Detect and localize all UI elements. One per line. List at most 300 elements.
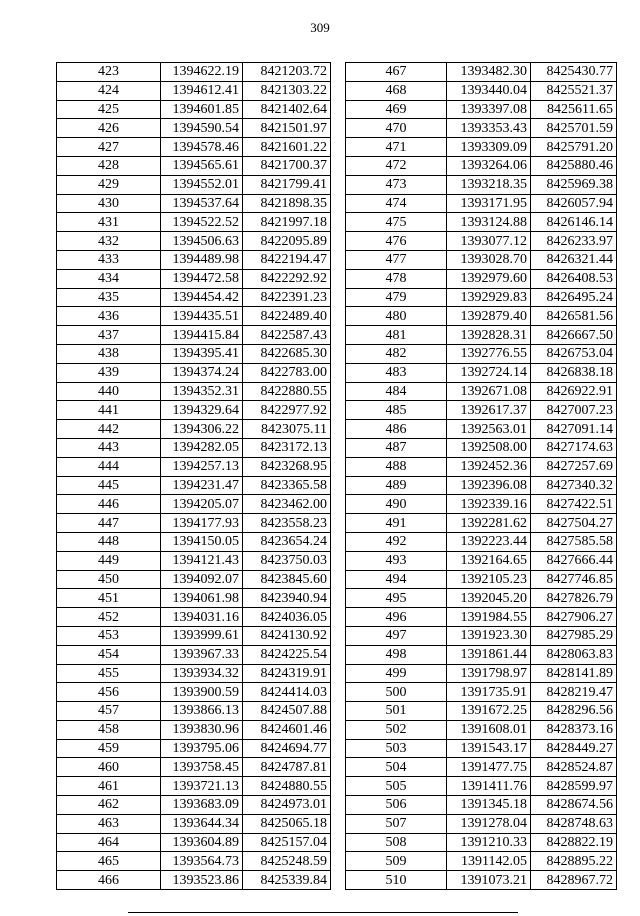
x-coordinate-cell: 1394257.13 xyxy=(161,457,243,476)
x-coordinate-cell: 1393218.35 xyxy=(447,175,531,194)
table-row xyxy=(57,288,331,307)
table-row xyxy=(346,720,617,739)
point-number-cell: 468 xyxy=(346,81,447,100)
y-coordinate-cell: 8427091.14 xyxy=(531,420,617,439)
table-row xyxy=(346,702,617,721)
y-coordinate-cell: 8428373.16 xyxy=(531,720,617,739)
point-number-cell: 508 xyxy=(346,833,447,852)
table-row xyxy=(57,476,331,495)
x-coordinate-cell: 1391798.97 xyxy=(447,664,531,683)
point-number-cell: 464 xyxy=(57,833,161,852)
x-coordinate-cell: 1391477.75 xyxy=(447,758,531,777)
x-coordinate-cell: 1391411.76 xyxy=(447,777,531,796)
point-number-cell: 448 xyxy=(57,532,161,551)
x-coordinate-cell: 1391073.21 xyxy=(447,871,531,890)
x-coordinate-cell: 1393440.04 xyxy=(447,81,531,100)
y-coordinate-cell: 8428296.56 xyxy=(531,702,617,721)
x-coordinate-cell: 1394329.64 xyxy=(161,401,243,420)
point-number-cell: 449 xyxy=(57,551,161,570)
point-number-cell: 453 xyxy=(57,626,161,645)
point-number-cell: 430 xyxy=(57,194,161,213)
x-coordinate-cell: 1391923.30 xyxy=(447,626,531,645)
point-number-cell: 500 xyxy=(346,683,447,702)
y-coordinate-cell: 8423365.58 xyxy=(243,476,331,495)
x-coordinate-cell: 1392979.60 xyxy=(447,269,531,288)
y-coordinate-cell: 8424787.81 xyxy=(243,758,331,777)
y-coordinate-cell: 8427504.27 xyxy=(531,514,617,533)
x-coordinate-cell: 1391861.44 xyxy=(447,645,531,664)
point-number-cell: 423 xyxy=(57,63,161,82)
table-row xyxy=(57,363,331,382)
y-coordinate-cell: 8423462.00 xyxy=(243,495,331,514)
point-number-cell: 431 xyxy=(57,213,161,232)
y-coordinate-cell: 8427174.63 xyxy=(531,438,617,457)
x-coordinate-cell: 1392223.44 xyxy=(447,532,531,551)
x-coordinate-cell: 1392724.14 xyxy=(447,363,531,382)
x-coordinate-cell: 1393077.12 xyxy=(447,232,531,251)
point-number-cell: 505 xyxy=(346,777,447,796)
y-coordinate-cell: 8428822.19 xyxy=(531,833,617,852)
point-number-cell: 451 xyxy=(57,589,161,608)
x-coordinate-cell: 1392452.36 xyxy=(447,457,531,476)
point-number-cell: 426 xyxy=(57,119,161,138)
point-number-cell: 499 xyxy=(346,664,447,683)
table-row xyxy=(57,796,331,815)
y-coordinate-cell: 8423172.13 xyxy=(243,438,331,457)
table-row xyxy=(57,608,331,627)
point-number-cell: 501 xyxy=(346,702,447,721)
x-coordinate-cell: 1393683.09 xyxy=(161,796,243,815)
x-coordinate-cell: 1392929.83 xyxy=(447,288,531,307)
point-number-cell: 495 xyxy=(346,589,447,608)
point-number-cell: 471 xyxy=(346,138,447,157)
table-row xyxy=(346,269,617,288)
point-number-cell: 457 xyxy=(57,702,161,721)
table-row xyxy=(57,777,331,796)
y-coordinate-cell: 8422685.30 xyxy=(243,344,331,363)
y-coordinate-cell: 8424036.05 xyxy=(243,608,331,627)
table-row xyxy=(57,175,331,194)
point-number-cell: 473 xyxy=(346,175,447,194)
table-body xyxy=(346,63,617,890)
x-coordinate-cell: 1392508.00 xyxy=(447,438,531,457)
x-coordinate-cell: 1393900.59 xyxy=(161,683,243,702)
y-coordinate-cell: 8426408.53 xyxy=(531,269,617,288)
y-coordinate-cell: 8426581.56 xyxy=(531,307,617,326)
point-number-cell: 477 xyxy=(346,250,447,269)
x-coordinate-cell: 1391735.91 xyxy=(447,683,531,702)
table-row xyxy=(57,758,331,777)
point-number-cell: 437 xyxy=(57,326,161,345)
coordinates-table-left xyxy=(56,62,331,890)
table-row xyxy=(57,344,331,363)
point-number-cell: 427 xyxy=(57,138,161,157)
table-row xyxy=(346,382,617,401)
point-number-cell: 462 xyxy=(57,796,161,815)
y-coordinate-cell: 8427340.32 xyxy=(531,476,617,495)
point-number-cell: 454 xyxy=(57,645,161,664)
table-row xyxy=(346,363,617,382)
table-row xyxy=(346,213,617,232)
y-coordinate-cell: 8426495.24 xyxy=(531,288,617,307)
y-coordinate-cell: 8426057.94 xyxy=(531,194,617,213)
y-coordinate-cell: 8423558.23 xyxy=(243,514,331,533)
point-number-cell: 461 xyxy=(57,777,161,796)
point-number-cell: 456 xyxy=(57,683,161,702)
table-row xyxy=(346,608,617,627)
y-coordinate-cell: 8423940.94 xyxy=(243,589,331,608)
y-coordinate-cell: 8425611.65 xyxy=(531,100,617,119)
point-number-cell: 447 xyxy=(57,514,161,533)
point-number-cell: 470 xyxy=(346,119,447,138)
x-coordinate-cell: 1393397.08 xyxy=(447,100,531,119)
y-coordinate-cell: 8425430.77 xyxy=(531,63,617,82)
y-coordinate-cell: 8424507.88 xyxy=(243,702,331,721)
x-coordinate-cell: 1394622.19 xyxy=(161,63,243,82)
point-number-cell: 440 xyxy=(57,382,161,401)
x-coordinate-cell: 1394205.07 xyxy=(161,495,243,514)
point-number-cell: 494 xyxy=(346,570,447,589)
point-number-cell: 509 xyxy=(346,852,447,871)
x-coordinate-cell: 1394092.07 xyxy=(161,570,243,589)
x-coordinate-cell: 1394352.31 xyxy=(161,382,243,401)
x-coordinate-cell: 1393353.43 xyxy=(447,119,531,138)
table-row xyxy=(57,232,331,251)
table-row xyxy=(346,852,617,871)
table-row xyxy=(346,589,617,608)
y-coordinate-cell: 8424973.01 xyxy=(243,796,331,815)
table-row xyxy=(346,495,617,514)
x-coordinate-cell: 1393795.06 xyxy=(161,739,243,758)
table-row xyxy=(57,307,331,326)
x-coordinate-cell: 1391278.04 xyxy=(447,814,531,833)
x-coordinate-cell: 1392339.16 xyxy=(447,495,531,514)
x-coordinate-cell: 1391210.33 xyxy=(447,833,531,852)
point-number-cell: 510 xyxy=(346,871,447,890)
x-coordinate-cell: 1391345.18 xyxy=(447,796,531,815)
y-coordinate-cell: 8427666.44 xyxy=(531,551,617,570)
y-coordinate-cell: 8421799.41 xyxy=(243,175,331,194)
x-coordinate-cell: 1391984.55 xyxy=(447,608,531,627)
table-row xyxy=(57,833,331,852)
point-number-cell: 484 xyxy=(346,382,447,401)
y-coordinate-cell: 8425339.84 xyxy=(243,871,331,890)
y-coordinate-cell: 8426667.50 xyxy=(531,326,617,345)
y-coordinate-cell: 8423750.03 xyxy=(243,551,331,570)
page-number: 309 xyxy=(310,20,330,35)
x-coordinate-cell: 1392164.65 xyxy=(447,551,531,570)
x-coordinate-cell: 1392281.62 xyxy=(447,514,531,533)
table-row xyxy=(346,326,617,345)
table-row xyxy=(346,457,617,476)
table-row xyxy=(346,871,617,890)
table-row xyxy=(57,626,331,645)
table-row xyxy=(346,194,617,213)
point-number-cell: 498 xyxy=(346,645,447,664)
y-coordinate-cell: 8421402.64 xyxy=(243,100,331,119)
point-number-cell: 465 xyxy=(57,852,161,871)
y-coordinate-cell: 8428449.27 xyxy=(531,739,617,758)
point-number-cell: 429 xyxy=(57,175,161,194)
x-coordinate-cell: 1394565.61 xyxy=(161,156,243,175)
table-row xyxy=(346,551,617,570)
table-row xyxy=(57,382,331,401)
point-number-cell: 443 xyxy=(57,438,161,457)
x-coordinate-cell: 1394601.85 xyxy=(161,100,243,119)
x-coordinate-cell: 1394612.41 xyxy=(161,81,243,100)
x-coordinate-cell: 1393124.88 xyxy=(447,213,531,232)
x-coordinate-cell: 1393523.86 xyxy=(161,871,243,890)
y-coordinate-cell: 8427585.58 xyxy=(531,532,617,551)
point-number-cell: 479 xyxy=(346,288,447,307)
y-coordinate-cell: 8426146.14 xyxy=(531,213,617,232)
x-coordinate-cell: 1393482.30 xyxy=(447,63,531,82)
point-number-cell: 483 xyxy=(346,363,447,382)
point-number-cell: 506 xyxy=(346,796,447,815)
y-coordinate-cell: 8427746.85 xyxy=(531,570,617,589)
x-coordinate-cell: 1393934.32 xyxy=(161,664,243,683)
y-coordinate-cell: 8428895.22 xyxy=(531,852,617,871)
point-number-cell: 436 xyxy=(57,307,161,326)
y-coordinate-cell: 8427826.79 xyxy=(531,589,617,608)
table-row xyxy=(57,81,331,100)
x-coordinate-cell: 1393171.95 xyxy=(447,194,531,213)
y-coordinate-cell: 8427985.29 xyxy=(531,626,617,645)
y-coordinate-cell: 8425791.20 xyxy=(531,138,617,157)
table-row xyxy=(346,514,617,533)
table-row xyxy=(346,119,617,138)
y-coordinate-cell: 8421700.37 xyxy=(243,156,331,175)
y-coordinate-cell: 8424414.03 xyxy=(243,683,331,702)
table-row xyxy=(346,156,617,175)
point-number-cell: 496 xyxy=(346,608,447,627)
table-row xyxy=(346,796,617,815)
x-coordinate-cell: 1392617.37 xyxy=(447,401,531,420)
point-number-cell: 424 xyxy=(57,81,161,100)
x-coordinate-cell: 1392671.08 xyxy=(447,382,531,401)
point-number-cell: 487 xyxy=(346,438,447,457)
x-coordinate-cell: 1393604.89 xyxy=(161,833,243,852)
y-coordinate-cell: 8428141.89 xyxy=(531,664,617,683)
point-number-cell: 492 xyxy=(346,532,447,551)
table-row xyxy=(346,833,617,852)
table-row xyxy=(57,119,331,138)
table-row xyxy=(57,814,331,833)
x-coordinate-cell: 1394506.63 xyxy=(161,232,243,251)
point-number-cell: 472 xyxy=(346,156,447,175)
table-row xyxy=(57,532,331,551)
point-number-cell: 455 xyxy=(57,664,161,683)
table-row xyxy=(346,438,617,457)
y-coordinate-cell: 8422391.23 xyxy=(243,288,331,307)
y-coordinate-cell: 8426321.44 xyxy=(531,250,617,269)
table-row xyxy=(346,476,617,495)
table-row xyxy=(57,438,331,457)
x-coordinate-cell: 1394150.05 xyxy=(161,532,243,551)
point-number-cell: 438 xyxy=(57,344,161,363)
y-coordinate-cell: 8423845.60 xyxy=(243,570,331,589)
bottom-rule xyxy=(128,912,518,913)
point-number-cell: 474 xyxy=(346,194,447,213)
x-coordinate-cell: 1392105.23 xyxy=(447,570,531,589)
x-coordinate-cell: 1394282.05 xyxy=(161,438,243,457)
table-row xyxy=(346,570,617,589)
point-number-cell: 425 xyxy=(57,100,161,119)
y-coordinate-cell: 8422587.43 xyxy=(243,326,331,345)
table-row xyxy=(57,156,331,175)
point-number-cell: 459 xyxy=(57,739,161,758)
table-row xyxy=(346,401,617,420)
y-coordinate-cell: 8421203.72 xyxy=(243,63,331,82)
table-row xyxy=(57,100,331,119)
x-coordinate-cell: 1393758.45 xyxy=(161,758,243,777)
x-coordinate-cell: 1393309.09 xyxy=(447,138,531,157)
x-coordinate-cell: 1394374.24 xyxy=(161,363,243,382)
table-row xyxy=(346,814,617,833)
table-row xyxy=(57,683,331,702)
y-coordinate-cell: 8421898.35 xyxy=(243,194,331,213)
table-row xyxy=(346,420,617,439)
x-coordinate-cell: 1393866.13 xyxy=(161,702,243,721)
point-number-cell: 428 xyxy=(57,156,161,175)
table-row xyxy=(57,269,331,288)
table-row xyxy=(346,175,617,194)
point-number-cell: 441 xyxy=(57,401,161,420)
table-row xyxy=(57,457,331,476)
y-coordinate-cell: 8428967.72 xyxy=(531,871,617,890)
x-coordinate-cell: 1393999.61 xyxy=(161,626,243,645)
y-coordinate-cell: 8424319.91 xyxy=(243,664,331,683)
x-coordinate-cell: 1393967.33 xyxy=(161,645,243,664)
table-row xyxy=(346,63,617,82)
point-number-cell: 493 xyxy=(346,551,447,570)
y-coordinate-cell: 8425065.18 xyxy=(243,814,331,833)
x-coordinate-cell: 1394395.41 xyxy=(161,344,243,363)
point-number-cell: 504 xyxy=(346,758,447,777)
y-coordinate-cell: 8422880.55 xyxy=(243,382,331,401)
table-row xyxy=(346,532,617,551)
y-coordinate-cell: 8428063.83 xyxy=(531,645,617,664)
table-row xyxy=(57,514,331,533)
point-number-cell: 480 xyxy=(346,307,447,326)
point-number-cell: 491 xyxy=(346,514,447,533)
y-coordinate-cell: 8424694.77 xyxy=(243,739,331,758)
x-coordinate-cell: 1394552.01 xyxy=(161,175,243,194)
table-row xyxy=(346,81,617,100)
x-coordinate-cell: 1394231.47 xyxy=(161,476,243,495)
point-number-cell: 476 xyxy=(346,232,447,251)
x-coordinate-cell: 1392776.55 xyxy=(447,344,531,363)
x-coordinate-cell: 1393264.06 xyxy=(447,156,531,175)
y-coordinate-cell: 8422977.92 xyxy=(243,401,331,420)
table-row xyxy=(346,344,617,363)
table-row xyxy=(57,589,331,608)
x-coordinate-cell: 1394489.98 xyxy=(161,250,243,269)
point-number-cell: 467 xyxy=(346,63,447,82)
y-coordinate-cell: 8425157.04 xyxy=(243,833,331,852)
x-coordinate-cell: 1394177.93 xyxy=(161,514,243,533)
point-number-cell: 490 xyxy=(346,495,447,514)
table-row xyxy=(57,495,331,514)
x-coordinate-cell: 1394537.64 xyxy=(161,194,243,213)
table-row xyxy=(57,401,331,420)
table-row xyxy=(346,100,617,119)
table-row xyxy=(57,213,331,232)
y-coordinate-cell: 8427422.51 xyxy=(531,495,617,514)
y-coordinate-cell: 8423654.24 xyxy=(243,532,331,551)
y-coordinate-cell: 8423075.11 xyxy=(243,420,331,439)
x-coordinate-cell: 1394522.52 xyxy=(161,213,243,232)
y-coordinate-cell: 8428748.63 xyxy=(531,814,617,833)
point-number-cell: 463 xyxy=(57,814,161,833)
point-number-cell: 435 xyxy=(57,288,161,307)
y-coordinate-cell: 8428219.47 xyxy=(531,683,617,702)
point-number-cell: 450 xyxy=(57,570,161,589)
point-number-cell: 481 xyxy=(346,326,447,345)
table-row xyxy=(57,570,331,589)
y-coordinate-cell: 8424601.46 xyxy=(243,720,331,739)
x-coordinate-cell: 1394578.46 xyxy=(161,138,243,157)
point-number-cell: 433 xyxy=(57,250,161,269)
y-coordinate-cell: 8425248.59 xyxy=(243,852,331,871)
x-coordinate-cell: 1391672.25 xyxy=(447,702,531,721)
y-coordinate-cell: 8424880.55 xyxy=(243,777,331,796)
table-row xyxy=(346,288,617,307)
table-row xyxy=(57,664,331,683)
x-coordinate-cell: 1394435.51 xyxy=(161,307,243,326)
x-coordinate-cell: 1391543.17 xyxy=(447,739,531,758)
x-coordinate-cell: 1392396.08 xyxy=(447,476,531,495)
table-row xyxy=(346,683,617,702)
x-coordinate-cell: 1394306.22 xyxy=(161,420,243,439)
x-coordinate-cell: 1393564.73 xyxy=(161,852,243,871)
y-coordinate-cell: 8425701.59 xyxy=(531,119,617,138)
x-coordinate-cell: 1394454.42 xyxy=(161,288,243,307)
y-coordinate-cell: 8421601.22 xyxy=(243,138,331,157)
table-row xyxy=(346,664,617,683)
y-coordinate-cell: 8426753.04 xyxy=(531,344,617,363)
table-row xyxy=(346,307,617,326)
y-coordinate-cell: 8426838.18 xyxy=(531,363,617,382)
point-number-cell: 466 xyxy=(57,871,161,890)
table-row xyxy=(57,739,331,758)
y-coordinate-cell: 8426233.97 xyxy=(531,232,617,251)
table-row xyxy=(57,250,331,269)
y-coordinate-cell: 8422783.00 xyxy=(243,363,331,382)
x-coordinate-cell: 1392563.01 xyxy=(447,420,531,439)
point-number-cell: 507 xyxy=(346,814,447,833)
table-row xyxy=(57,720,331,739)
y-coordinate-cell: 8421303.22 xyxy=(243,81,331,100)
y-coordinate-cell: 8425880.46 xyxy=(531,156,617,175)
x-coordinate-cell: 1392879.40 xyxy=(447,307,531,326)
point-number-cell: 446 xyxy=(57,495,161,514)
point-number-cell: 458 xyxy=(57,720,161,739)
x-coordinate-cell: 1392045.20 xyxy=(447,589,531,608)
point-number-cell: 503 xyxy=(346,739,447,758)
point-number-cell: 486 xyxy=(346,420,447,439)
y-coordinate-cell: 8424130.92 xyxy=(243,626,331,645)
point-number-cell: 469 xyxy=(346,100,447,119)
coordinates-table-right xyxy=(345,62,617,890)
point-number-cell: 452 xyxy=(57,608,161,627)
point-number-cell: 445 xyxy=(57,476,161,495)
x-coordinate-cell: 1392828.31 xyxy=(447,326,531,345)
y-coordinate-cell: 8421997.18 xyxy=(243,213,331,232)
y-coordinate-cell: 8423268.95 xyxy=(243,457,331,476)
point-number-cell: 488 xyxy=(346,457,447,476)
table-row xyxy=(346,626,617,645)
